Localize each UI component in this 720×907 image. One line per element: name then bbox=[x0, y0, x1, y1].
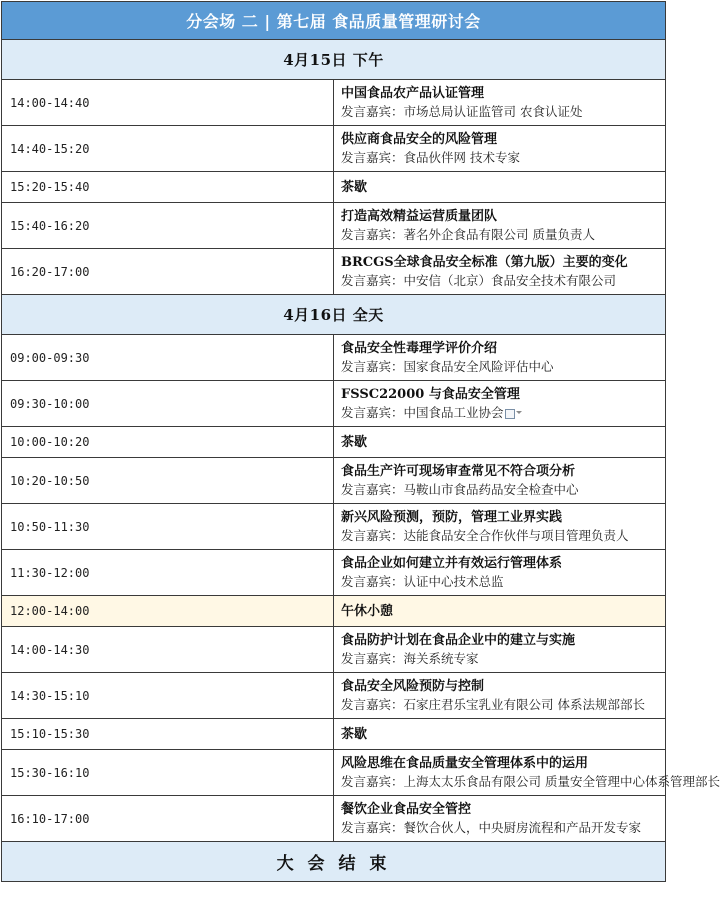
agenda-table bbox=[1, 1, 720, 882]
table-row bbox=[2, 796, 666, 842]
session-speaker: 发言嘉宾：市场总局认证监管司 农食认证处 bbox=[341, 103, 583, 119]
session-time[interactable]: 16:20-17:00 bbox=[2, 249, 334, 295]
day-header-row bbox=[2, 295, 666, 335]
table-row bbox=[2, 249, 666, 295]
break-cell[interactable] bbox=[334, 596, 666, 627]
table-row bbox=[2, 673, 666, 719]
session-topic: 食品安全性毒理学评价介绍 bbox=[341, 340, 498, 356]
session-speaker: 发言嘉宾：石家庄君乐宝乳业有限公司 体系法规部部长 bbox=[341, 696, 645, 712]
table-row bbox=[2, 126, 666, 172]
title-row bbox=[2, 2, 666, 40]
day-heading[interactable]: 4月15日 下午 bbox=[2, 40, 666, 80]
session-time[interactable]: 14:40-15:20 bbox=[2, 126, 334, 172]
session-cell[interactable] bbox=[334, 550, 666, 596]
table-row bbox=[2, 427, 666, 458]
session-topic: 食品防护计划在食品企业中的建立与实施 bbox=[341, 632, 576, 648]
day-heading[interactable]: 4月16日 全天 bbox=[2, 295, 666, 335]
table-row bbox=[2, 504, 666, 550]
break-label: 茶歇 bbox=[341, 435, 368, 450]
table-row bbox=[2, 335, 666, 381]
session-time[interactable]: 09:30-10:00 bbox=[2, 381, 334, 427]
session-topic: 新兴风险预测，预防，管理工业界实践 bbox=[341, 509, 563, 525]
table-row bbox=[2, 458, 666, 504]
session-time[interactable]: 14:30-15:10 bbox=[2, 673, 334, 719]
session-cell[interactable] bbox=[334, 80, 666, 126]
session-speaker-row bbox=[341, 404, 665, 422]
session-cell[interactable] bbox=[334, 381, 666, 427]
session-topic: 食品生产许可现场审查常见不符合项分析 bbox=[341, 463, 576, 479]
paste-options-icon[interactable] bbox=[505, 408, 516, 418]
session-time[interactable]: 11:30-12:00 bbox=[2, 550, 334, 596]
session-speaker: 发言嘉宾：食品伙伴网 技术专家 bbox=[341, 149, 520, 165]
session-time[interactable]: 12:00-14:00 bbox=[2, 596, 334, 627]
clipboard-icon bbox=[505, 409, 515, 419]
session-cell[interactable] bbox=[334, 627, 666, 673]
page-title[interactable]: 分会场 二 | 第七届 食品质量管理研讨会 bbox=[2, 2, 666, 40]
break-label: 茶歇 bbox=[341, 727, 368, 742]
table-row bbox=[2, 203, 666, 249]
session-topic: 打造高效精益运营质量团队 bbox=[341, 208, 498, 224]
session-topic: FSSC22000 与食品安全管理 bbox=[341, 386, 520, 402]
session-topic: 风险思维在食品质量安全管理体系中的运用 bbox=[341, 755, 589, 771]
session-cell[interactable] bbox=[334, 750, 720, 796]
session-time[interactable]: 10:20-10:50 bbox=[2, 458, 334, 504]
session-speaker: 发言嘉宾：马鞍山市食品药品安全检查中心 bbox=[341, 481, 579, 497]
session-time[interactable]: 14:00-14:40 bbox=[2, 80, 334, 126]
table-row bbox=[2, 381, 666, 427]
table-row bbox=[2, 172, 666, 203]
dropdown-arrow-icon bbox=[516, 411, 522, 414]
session-time[interactable]: 10:00-10:20 bbox=[2, 427, 334, 458]
session-speaker: 发言嘉宾：海关系统专家 bbox=[341, 650, 479, 666]
session-time[interactable]: 15:10-15:30 bbox=[2, 719, 334, 750]
session-cell[interactable] bbox=[334, 458, 666, 504]
break-cell[interactable] bbox=[334, 719, 666, 750]
break-cell[interactable] bbox=[334, 427, 666, 458]
table-row bbox=[2, 750, 666, 796]
closing-row bbox=[2, 842, 666, 882]
session-time[interactable]: 15:30-16:10 bbox=[2, 750, 334, 796]
break-label: 茶歇 bbox=[341, 180, 368, 195]
session-speaker: 发言嘉宾：上海太太乐食品有限公司 质量安全管理中心体系管理部长 bbox=[341, 773, 720, 789]
session-cell[interactable] bbox=[334, 796, 666, 842]
session-time[interactable]: 09:00-09:30 bbox=[2, 335, 334, 381]
table-row bbox=[2, 80, 666, 126]
session-cell[interactable] bbox=[334, 249, 666, 295]
session-cell[interactable] bbox=[334, 335, 666, 381]
session-time[interactable]: 14:00-14:30 bbox=[2, 627, 334, 673]
session-topic: 供应商食品安全的风险管理 bbox=[341, 131, 498, 147]
session-speaker: 发言嘉宾：认证中心技术总监 bbox=[341, 573, 504, 589]
session-topic: 餐饮企业食品安全管控 bbox=[341, 801, 472, 817]
lunch-label: 午休小憩 bbox=[341, 604, 394, 619]
session-time[interactable]: 10:50-11:30 bbox=[2, 504, 334, 550]
session-topic: 食品企业如何建立并有效运行管理体系 bbox=[341, 555, 563, 571]
session-cell[interactable] bbox=[334, 673, 666, 719]
session-cell[interactable] bbox=[334, 504, 666, 550]
session-speaker: 发言嘉宾：中国食品工业协会 bbox=[341, 404, 504, 420]
table-row bbox=[2, 550, 666, 596]
session-time[interactable]: 16:10-17:00 bbox=[2, 796, 334, 842]
session-speaker: 发言嘉宾：餐饮合伙人，中央厨房流程和产品开发专家 bbox=[341, 819, 642, 835]
session-cell[interactable] bbox=[334, 126, 666, 172]
session-speaker: 发言嘉宾：达能食品安全合作伙伴与项目管理负责人 bbox=[341, 527, 629, 543]
session-cell[interactable] bbox=[334, 203, 666, 249]
session-time[interactable]: 15:20-15:40 bbox=[2, 172, 334, 203]
table-row bbox=[2, 627, 666, 673]
session-speaker: 发言嘉宾：中安信（北京）食品安全技术有限公司 bbox=[341, 272, 617, 288]
session-topic: 食品安全风险预防与控制 bbox=[341, 678, 485, 694]
day-header-row bbox=[2, 40, 666, 80]
session-topic: BRCGS全球食品安全标准（第九版）主要的变化 bbox=[341, 254, 628, 270]
table-row bbox=[2, 596, 666, 627]
session-speaker: 发言嘉宾：著名外企食品有限公司 质量负责人 bbox=[341, 226, 595, 242]
closing-banner[interactable]: 大 会 结 束 bbox=[2, 842, 666, 882]
session-speaker: 发言嘉宾：国家食品安全风险评估中心 bbox=[341, 358, 554, 374]
break-cell[interactable] bbox=[334, 172, 666, 203]
table-row bbox=[2, 719, 666, 750]
session-time[interactable]: 15:40-16:20 bbox=[2, 203, 334, 249]
session-topic: 中国食品农产品认证管理 bbox=[341, 85, 485, 101]
